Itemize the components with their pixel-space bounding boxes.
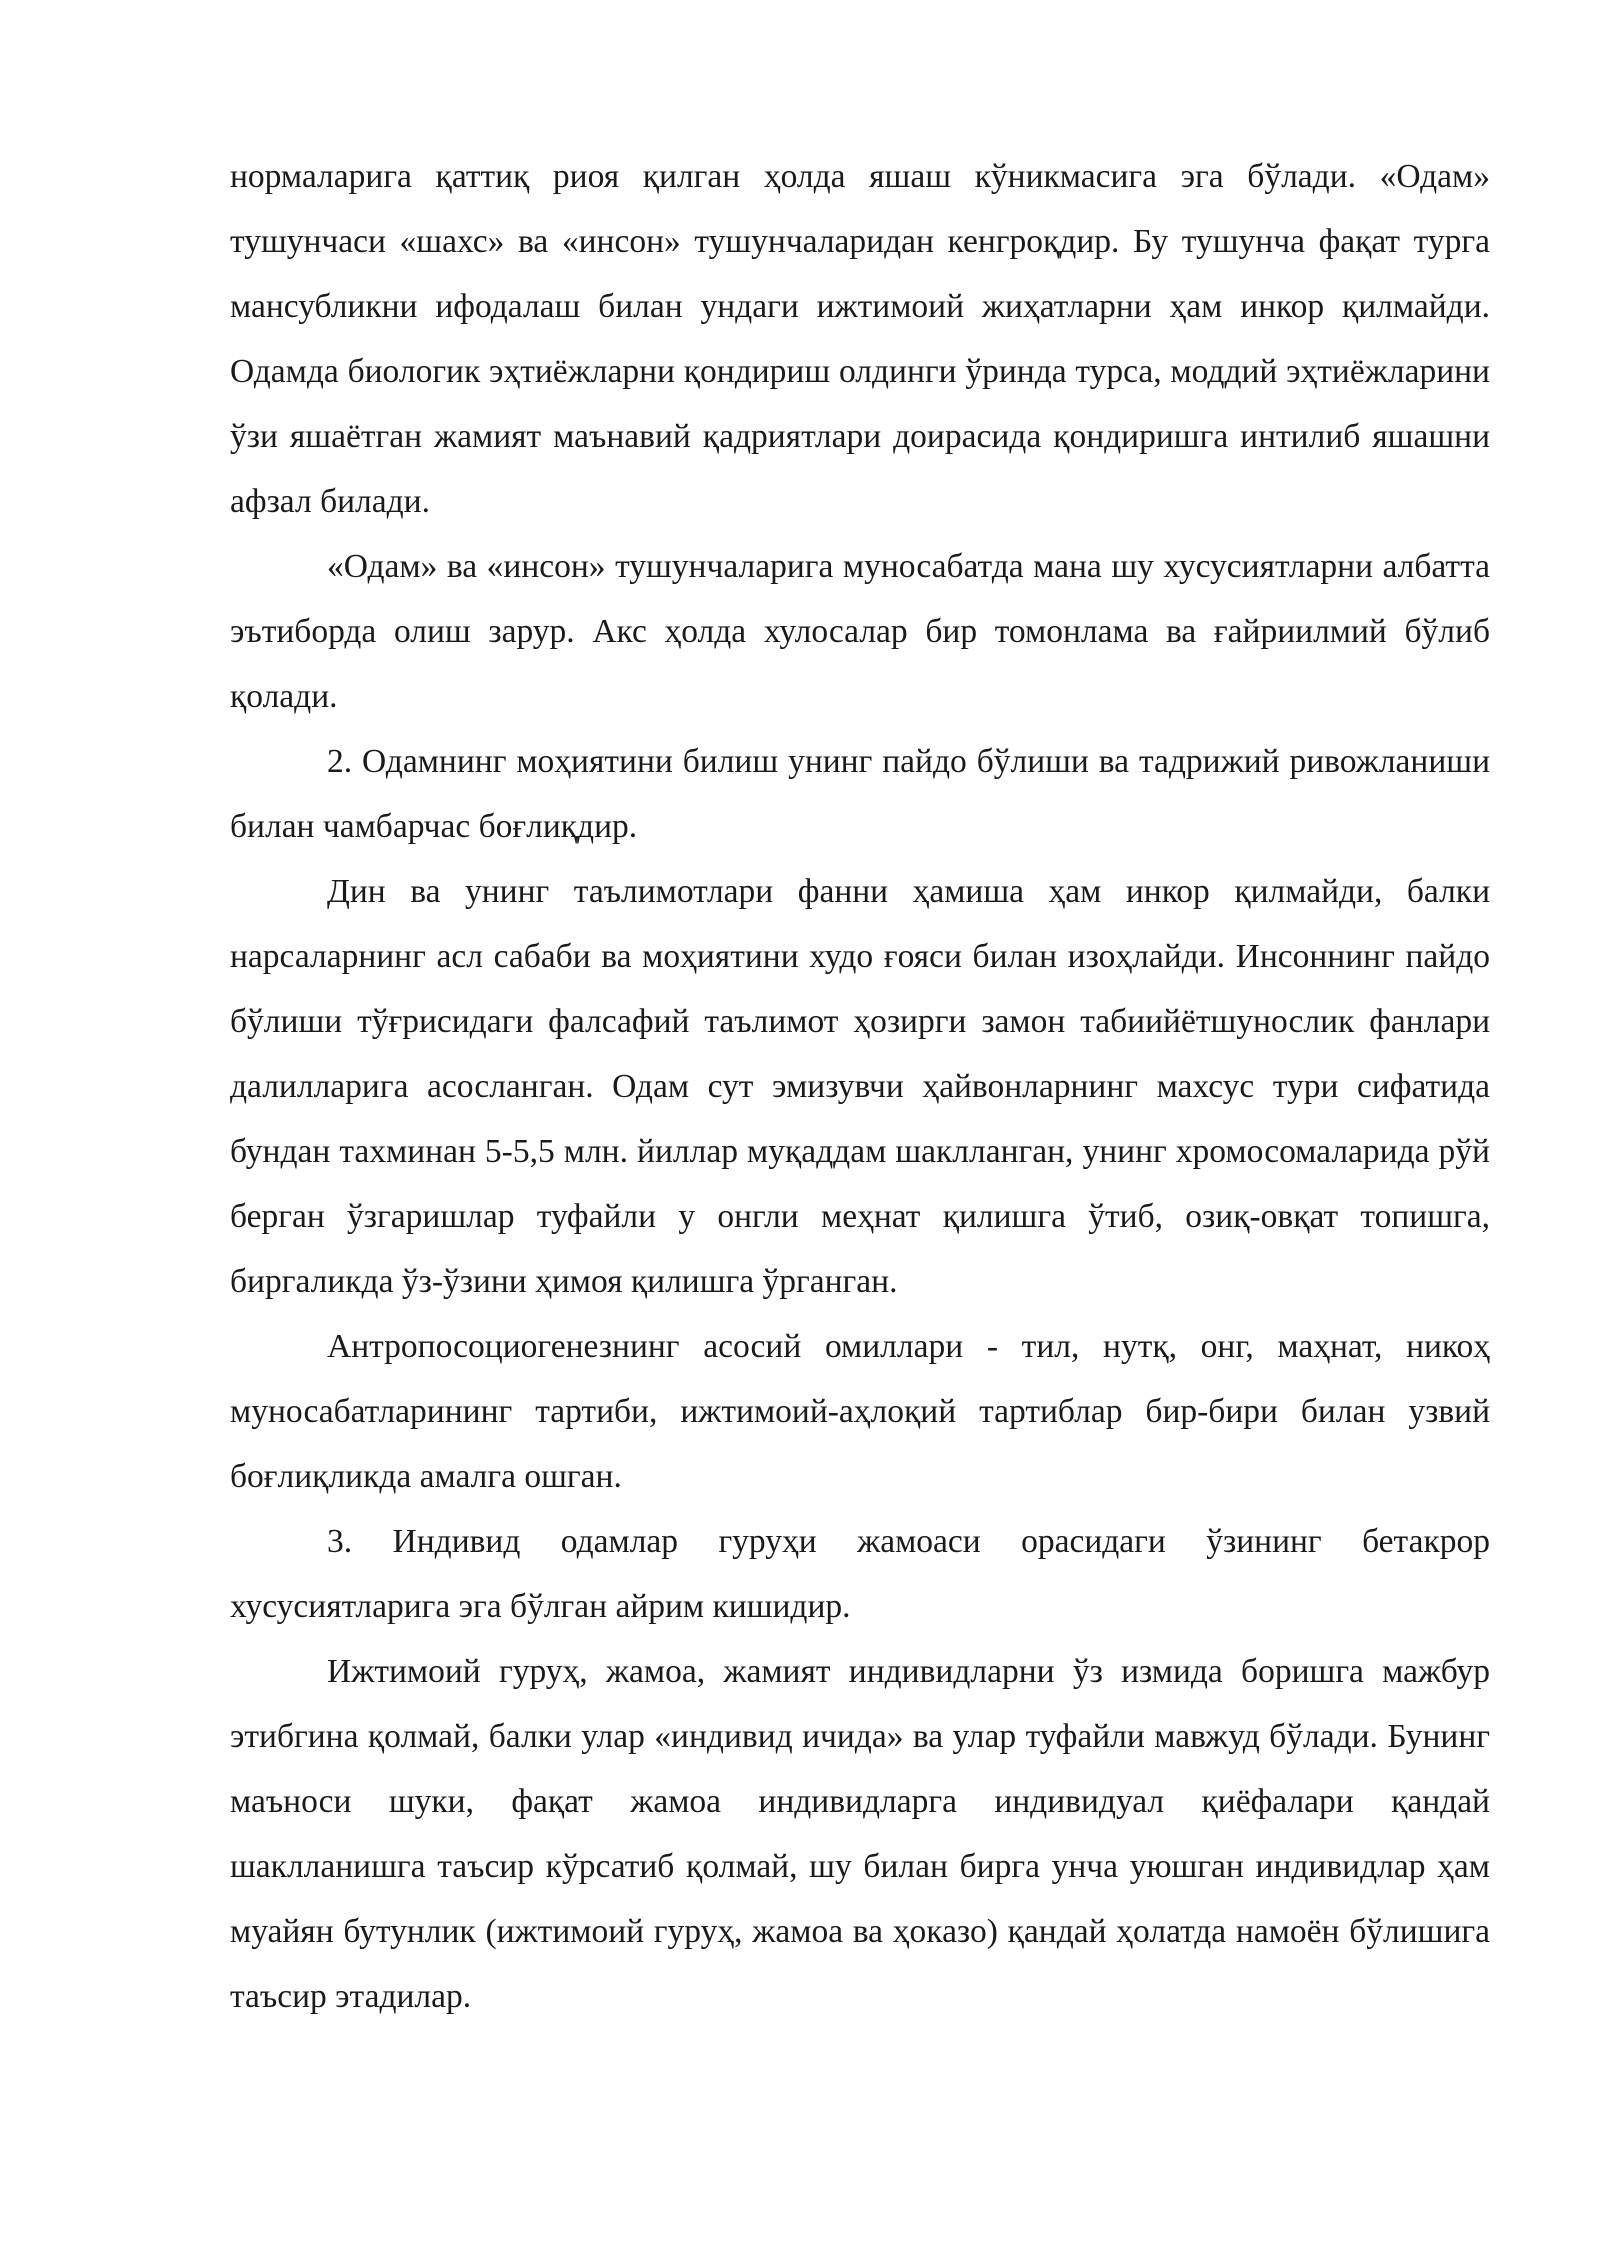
paragraph-antroposociogenez: Антропосоциогенезнинг асосий омиллари - тил, нутқ, онг, маҳнат, никоҳ муносабатларининг тартиби, ижтимоий-аҳлоқий тартиблар бир-бири билан узвий боғлиқликда амалга ошган. [230,1328,1490,1495]
document-page [230,144,1490,2029]
paragraph-point-3: 3. Индивид одамлар гуруҳи жамоаси орасидаги ўзининг бетакрор хусусиятларига эга бўлган айрим кишидир. [230,1523,1490,1625]
paragraph-odam-inson: «Одам» ва «инсон» тушунчаларига муносабатда мана шу хусусиятларни албатта эътиборда олиш зарур. Акс ҳолда хулосалар бир томонлама ва ғайриилмий бўлиб қолади. [230,548,1490,715]
paragraph-ijtimoiy-guruh: Ижтимоий гуруҳ, жамоа, жамият индивидларни ўз измида боришга мажбур этибгина қолмай, балки улар «индивид ичида» ва улар туфайли мавжуд бўлади. Бунинг маъноси шуки, фақат жамоа индивидларга индивидуал қиёфалари қандай шаклланишга таъсир кўрсатиб қолмай, шу билан бирга унча уюшган индивидлар ҳам муайян бутунлик (ижтимоий гуруҳ, жамоа ва ҳоказо) қандай ҳолатда намоён бўлишига таъсир этадилар. [230,1653,1490,2015]
paragraph-point-2: 2. Одамнинг моҳиятини билиш унинг пайдо бўлиши ва тадрижий ривожланиши билан чамбарчас боғлиқдир. [230,743,1490,845]
paragraph-continuation: нормаларига қаттиқ риоя қилган ҳолда яшаш кўникмасига эга бўлади. «Одам» тушунчаси «шахс» ва «инсон» тушунчаларидан кенгроқдир. Бу тушунча фақат турга мансубликни ифодалаш билан ундаги ижтимоий жиҳатларни ҳам инкор қилмайди. Одамда биологик эҳтиёжларни қондириш олдинги ўринда турса, моддий эҳтиёжларини ўзи яшаётган жамият маънавий қадриятлари доирасида қондиришга интилиб яшашни афзал билади. [230,158,1490,520]
paragraph-din: Дин ва унинг таълимотлари фанни ҳамиша ҳам инкор қилмайди, балки нарсаларнинг асл сабаби ва моҳиятини худо ғояси билан изоҳлайди. Инсоннинг пайдо бўлиши тўғрисидаги фалсафий таълимот ҳозирги замон табиийётшунослик фанлари далилларига асосланган. Одам сут эмизувчи ҳайвонларнинг махсус тури сифатида бундан тахминан 5-5,5 млн. йиллар муқаддам шаклланган, унинг хромосомаларида рўй берган ўзгаришлар туфайли у онгли меҳнат қилишга ўтиб, озиқ-овқат топишга, биргаликда ўз-ўзини ҳимоя қилишга ўрганган. [230,873,1490,1300]
